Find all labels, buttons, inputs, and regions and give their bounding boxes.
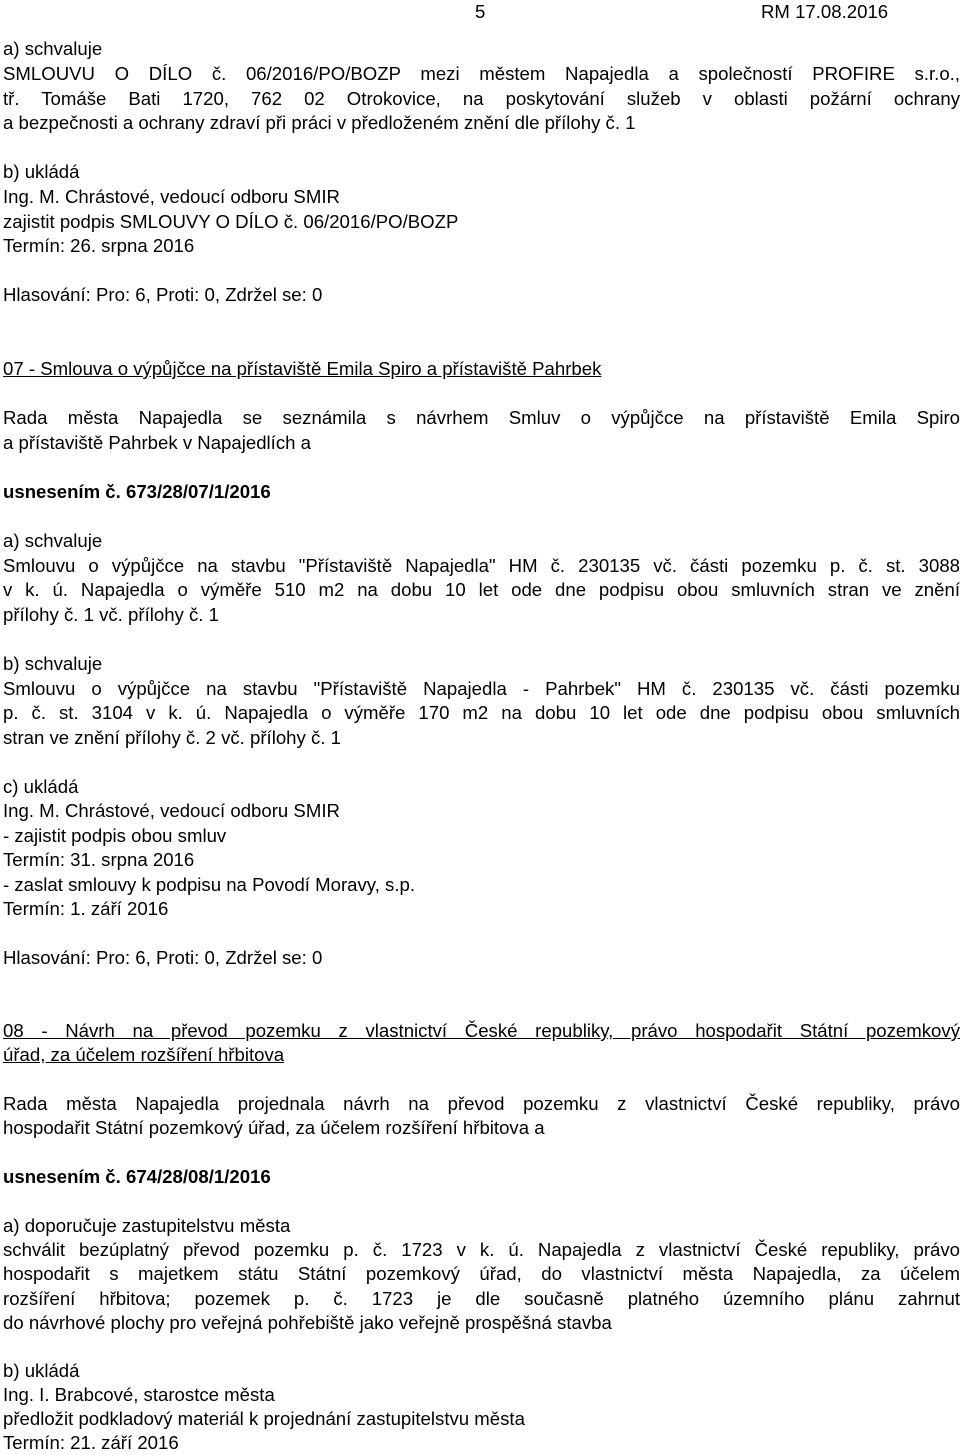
voting-result: Hlasování: Pro: 6, Proti: 0, Zdržel se: 0 <box>3 947 323 968</box>
body-line: v k. ú. Napajedla o výměře 510 m2 na dobu 10 let ode dne podpisu obou smluvních stran ve znění <box>3 579 960 600</box>
resolution-clause-heading: c) ukládá <box>3 776 79 797</box>
body-line: p. č. st. 3104 v k. ú. Napajedla o výměře 170 m2 na dobu 10 let ode dne podpisu obou smluvních <box>3 702 960 723</box>
resolution-clause-heading: b) ukládá <box>3 161 80 182</box>
resolution-number: usnesením č. 674/28/08/1/2016 <box>3 1166 271 1187</box>
body-line: do návrhové plochy pro veřejná pohřebiště jako veřejně prospěšná stavba <box>3 1312 612 1333</box>
document-reference: RM 17.08.2016 <box>761 1 889 22</box>
body-line: Smlouvu o výpůjčce na stavbu "Přístaviště Napajedla - Pahrbek" HM č. 230135 vč. části pozemku <box>3 678 960 699</box>
body-line: Smlouvu o výpůjčce na stavbu "Přístaviště Napajedla" HM č. 230135 vč. části pozemku p. č. st. 3088 <box>3 555 960 576</box>
deadline-line: Termín: 1. září 2016 <box>3 898 169 919</box>
body-line: rozšíření hřbitova; pozemek p. č. 1723 je dle současně platného územního plánu zahrnut <box>3 1288 960 1309</box>
deadline-line: Termín: 31. srpna 2016 <box>3 849 195 870</box>
body-line: Rada města Napajedla projednala návrh na převod pozemku z vlastnictví České republiky, právo <box>3 1093 960 1114</box>
body-line: přílohy č. 1 vč. přílohy č. 1 <box>3 604 219 625</box>
body-line: Ing. I. Brabcové, starostce města <box>3 1384 275 1405</box>
deadline-line: Termín: 21. září 2016 <box>3 1432 179 1453</box>
body-line: schválit bezúplatný převod pozemku p. č. 1723 v k. ú. Napajedla z vlastnictví České republiky, právo <box>3 1239 960 1260</box>
agenda-item-title: 08 - Návrh na převod pozemku z vlastnictví České republiky, právo hospodařit Státní pozemkový <box>3 1020 960 1041</box>
resolution-clause-heading: a) doporučuje zastupitelstvu města <box>3 1215 291 1236</box>
body-line: stran ve znění přílohy č. 2 vč. přílohy č. 1 <box>3 727 341 748</box>
body-line: a přístaviště Pahrbek v Napajedlích a <box>3 432 311 453</box>
body-line: Ing. M. Chrástové, vedoucí odboru SMIR <box>3 800 340 821</box>
resolution-clause-heading: b) schvaluje <box>3 653 103 674</box>
body-line: a bezpečnosti a ochrany zdraví při práci v předloženém znění dle přílohy č. 1 <box>3 112 636 133</box>
resolution-number: usnesením č. 673/28/07/1/2016 <box>3 481 271 502</box>
resolution-clause-heading: a) schvaluje <box>3 38 103 59</box>
agenda-item-title: 07 - Smlouva o výpůjčce na přístaviště Emila Spiro a přístaviště Pahrbek <box>3 358 602 379</box>
deadline-line: Termín: 26. srpna 2016 <box>3 235 195 256</box>
agenda-item-title-continued: úřad, za účelem rozšíření hřbitova <box>3 1044 285 1065</box>
body-line: hospodařit s majetkem státu Státní pozemkový úřad, do vlastnictví města Napajedla, za účelem <box>3 1263 960 1284</box>
voting-result: Hlasování: Pro: 6, Proti: 0, Zdržel se: 0 <box>3 284 323 305</box>
page-number: 5 <box>475 1 486 22</box>
body-line: tř. Tomáše Bati 1720, 762 02 Otrokovice, na poskytování služeb v oblasti požární ochrany <box>3 88 960 109</box>
body-line: - zajistit podpis obou smluv <box>3 825 227 846</box>
body-line: SMLOUVU O DÍLO č. 06/2016/PO/BOZP mezi městem Napajedla a společností PROFIRE s.r.o., <box>3 63 960 84</box>
body-line: hospodařit Státní pozemkový úřad, za účelem rozšíření hřbitova a <box>3 1117 545 1138</box>
body-line: zajistit podpis SMLOUVY O DÍLO č. 06/2016/PO/BOZP <box>3 211 459 232</box>
body-line: předložit podkladový materiál k projednání zastupitelstvu města <box>3 1408 525 1429</box>
body-line: Ing. M. Chrástové, vedoucí odboru SMIR <box>3 186 340 207</box>
resolution-clause-heading: b) ukládá <box>3 1360 80 1381</box>
body-line: - zaslat smlouvy k podpisu na Povodí Moravy, s.p. <box>3 874 415 895</box>
body-line: Rada města Napajedla se seznámila s návrhem Smluv o výpůjčce na přístaviště Emila Spiro <box>3 407 960 428</box>
resolution-clause-heading: a) schvaluje <box>3 530 103 551</box>
